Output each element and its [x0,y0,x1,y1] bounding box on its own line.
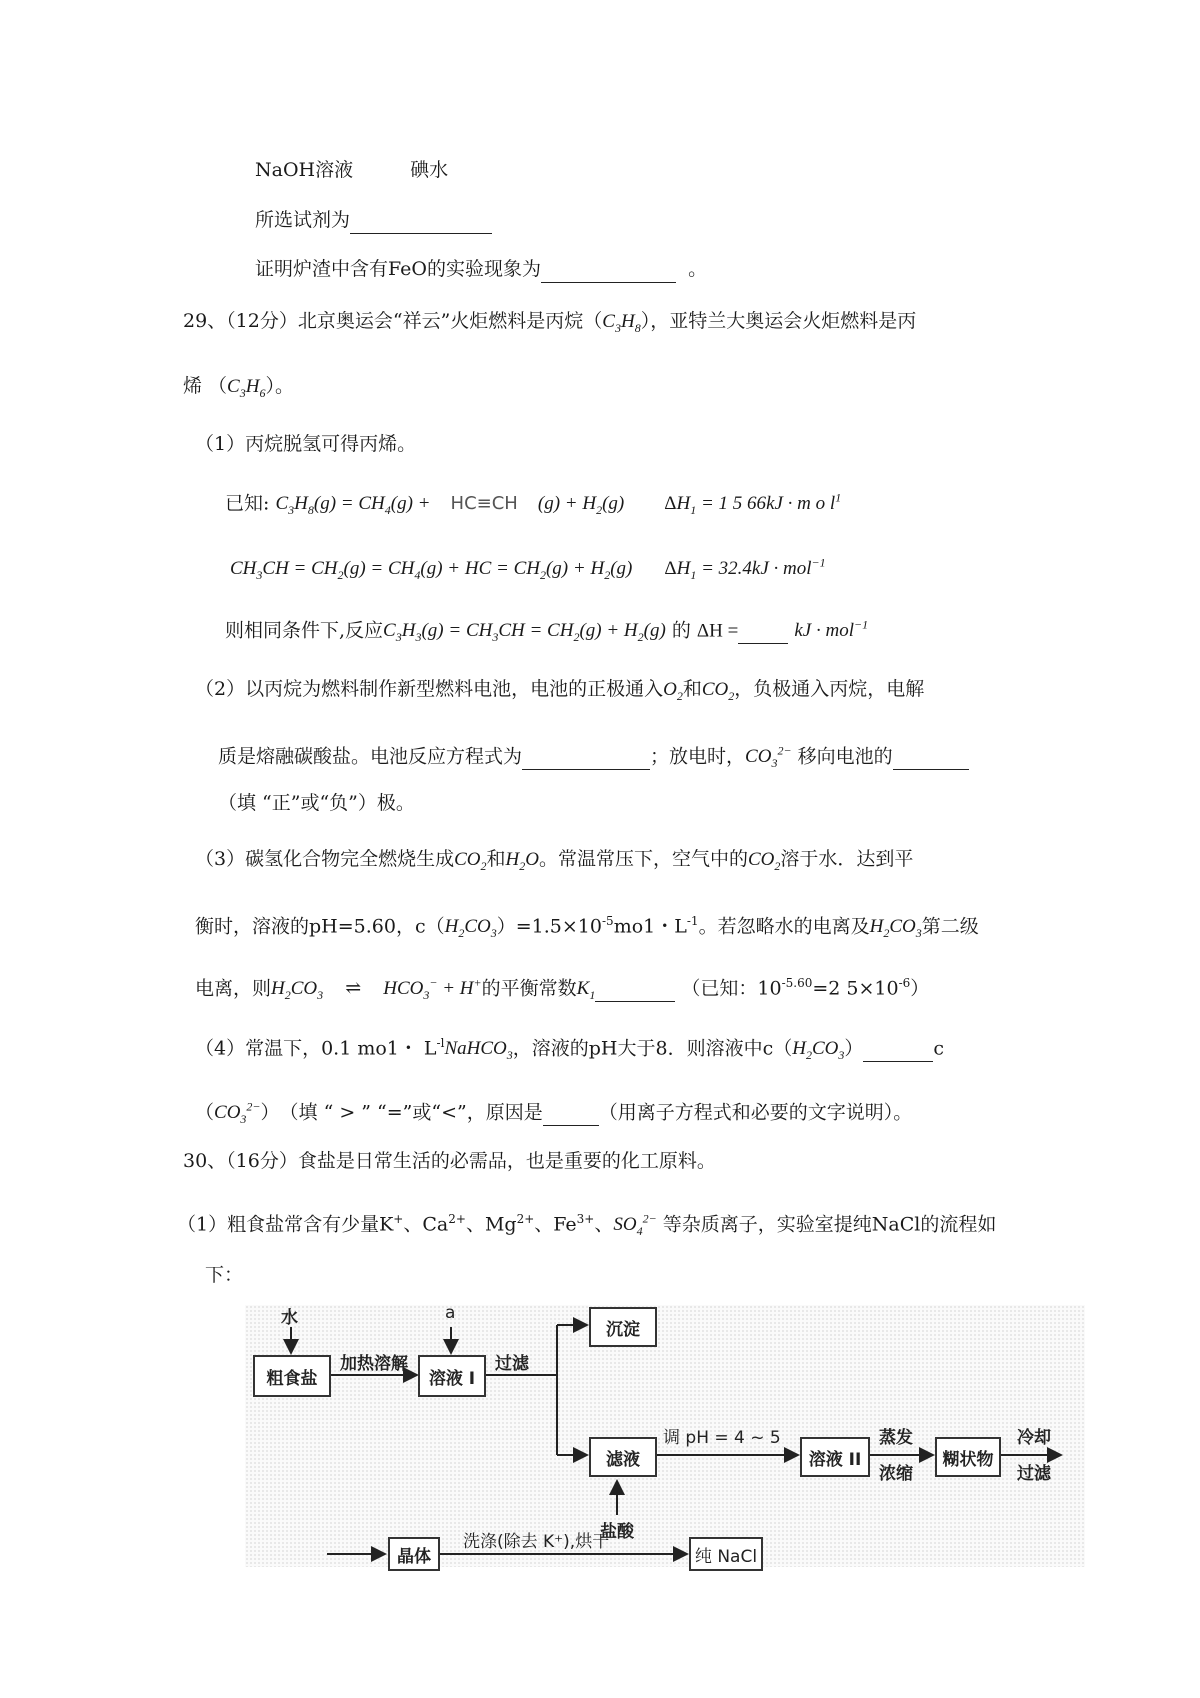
label-reagent-a: a [445,1303,456,1323]
q30-p1-b: 、Ca [403,1213,449,1236]
dh2-value: = 32.4 [701,558,752,580]
q29-intro-a: 北京奥运会“祥云”火炬燃料是丙烷（ [297,310,603,332]
q30-intro: 食盐是日常生活的必需品，也是重要的化工原料。 [297,1150,716,1172]
q29-part3-line1: （3）碳氢化合物完全燃烧生成$CO_2$和$H_2O$。常温常压下，空气中的$CO_2$溶于水．达到平 [195,848,914,873]
p3-i: 第二级 [921,915,979,938]
q30-part1-line2: 下： [205,1264,244,1286]
label-concentrate: 浓缩 [879,1464,913,1484]
q29-intro-line2 [183,373,294,406]
q29-known-eq1: 已知: $C_3H_8(g) = CH_4(g) + HC\equiv CH$ $(g) + H_2(g) \Delta H_1 = 1$ 5 66kJ · m o $l^1$ [225,491,842,518]
p2-e: ；放电时， [650,745,746,768]
p3-l: （已知：10 [681,977,782,1000]
p2-b: 和 [682,678,702,700]
q29-part1-title: （1）丙烷脱氢可得丙烯。 [195,433,417,455]
nacl-purification-flowchart [245,1305,1085,1567]
q29-part4-line1: （4）常温下，0.1 mo1・ $L^{-l}NaHCO_3$，溶液的pH大于8．则溶液中$c(H_2CO_3)$ c [195,1036,945,1063]
propene-formula: $C_3H_6$ [227,376,266,400]
box-crude-salt: 粗食盐 [253,1355,331,1397]
q29-intro-d: ）。 [265,375,294,397]
q30-p1-e: 、 [594,1213,614,1236]
label-evaporate: 蒸发 [879,1428,913,1448]
q29-part3-line3: 电离，则$H_2CO_3$ ⇌ $HCO_3^- + H^+$的平衡常数$K_1$ （已知：$10^{-5.60}=2$ $5\times 10^{-6}$） [195,976,930,1003]
q29-intro-c: 烯 （ [183,375,228,397]
box-solution-1: 溶液 I [418,1355,486,1397]
p4-g: （用离子方程式和必要的文字说明）。 [598,1101,913,1124]
q30-p1-d: 、Fe [534,1213,577,1236]
q30-p1-c: 、Mg [465,1213,517,1236]
box-paste: 糊状物 [935,1437,1001,1477]
label-hcl: 盐酸 [600,1522,634,1542]
box-pure-nacl: 纯 NaCl [689,1537,763,1571]
label-wash-dry: 洗涤(除去 K⁺),烘干 [463,1532,610,1552]
p4-b: ，溶液的pH大于8．则溶液中c（ [512,1037,793,1060]
q29-part4-line2: $(CO_3^{2-})$ （填 “ > ” “=”或“<”，原因是 （用离子方程式和必要的文字说明）。 [195,1100,913,1127]
p3-b: 和 [486,848,506,870]
p3-j: 电离，则 [195,977,272,1000]
box-crystal: 晶体 [388,1537,440,1571]
q29-part1-ask: 则相同条件下,反应$C_3H_3(g) = CH_3CH = CH_2(g) + H_2(g)$ 的 ΔH = kJ · mol$^{-1}$ [225,618,869,645]
q30-number: 30、（16分） [183,1150,298,1172]
p2-a: （2）以丙烷为燃料制作新型燃料电池，电池的正极通入 [195,678,664,700]
feo-proof-line [255,256,707,283]
reason-blank [543,1099,599,1126]
feo-proof-prompt: 证明炉渣中含有FeO的实验现象为 [255,258,541,280]
box-precipitate: 沉淀 [589,1307,657,1347]
dh1-value: = 1 5 66 [700,493,767,515]
known-label: 已知: [225,492,270,515]
chosen-reagent-prompt: 所选试剂为 [255,209,351,231]
feo-proof-end: 。 [688,258,708,280]
q29-part2-line2: 质是熔融碳酸盐。电池反应方程式为 ；放电时，$CO_3^{2-}$ 移向电池的 [218,738,969,776]
q30-part1-line1: （1）粗食盐常含有少量K+、$Ca^{2+}$、$Mg^{2+}$、$Fe^{3+}$、$SO_4^{2-}$ 等杂质离子，实验室提纯NaCl的流程如 [177,1212,997,1239]
electrode-blank [893,743,969,770]
box-solution-2: 溶液 II [800,1437,870,1477]
label-cool: 冷却 [1017,1428,1051,1448]
label-filter: 过滤 [495,1354,529,1374]
p3-f: ）=1.5×10 [496,915,602,938]
box-filtrate: 滤液 [589,1437,657,1477]
label-filter2: 过滤 [1017,1464,1051,1484]
p2-f: 移向电池的 [797,745,893,768]
feo-proof-blank [541,256,676,283]
chosen-reagent-blank [350,207,492,234]
compare-blank [863,1035,933,1062]
p3-n: ） [910,977,930,1000]
p4-d: c [933,1037,945,1060]
q29-number: 29、（12分） [183,310,298,332]
p3-g: mo1・L [613,915,687,938]
p4-f: ） （填 “ > ” “=”或“<”，原因是 [260,1101,543,1124]
p4-c: ） [844,1037,864,1060]
k1-blank [595,975,675,1002]
p3-e: 衡时，溶液的pH=5.60，c（ [195,915,445,938]
p3-m: =2 5×10 [812,977,899,1000]
q29-part2-line1: （2）以丙烷为燃料制作新型燃料电池，电池的正极通入$O_2$和$CO_2$，负极通入丙烷，电解 [195,678,925,703]
p2-c: ，负极通入丙烷，电解 [734,678,925,700]
battery-eq-blank [522,743,650,770]
q29-known-eq2: $CH_3CH = CH_2(g) = CH_4(g)$ + HC = $CH_2(g) + H_2(g) \Delta H_1 = 32.4kJ \cdot mol^{-1}$ [230,556,826,583]
label-adjust-ph: 调 pH = 4 ~ 5 [663,1428,781,1448]
reagent-options: NaOH溶液 碘水 [255,159,449,181]
label-heat-dissolve: 加热溶解 [340,1354,408,1374]
q29-part3-line2: 衡时，溶液的pH=5.60，$c(H_2CO_3)=1.5\times 10^{-5}mo1$・$L^{-1}$。若忽略水的电离及$H_2CO_3$第二级 [195,914,979,941]
chosen-reagent-line [255,207,492,234]
p3-d: 溶于水．达到平 [780,848,914,870]
q29-intro-b: ），亚特兰大奥运会火炬燃料是丙 [640,310,917,332]
p2-d: 质是熔融碳酸盐。电池反应方程式为 [218,745,523,768]
p3-a: （3）碳氢化合物完全燃烧生成 [195,848,455,870]
q29-intro-line [183,308,916,341]
ask-a: 则相同条件下,反应 [225,619,384,642]
p4-a: （4）常温下，0.1 mo1・ L [195,1037,437,1060]
label-water: 水 [281,1308,298,1328]
q29-part2-line3: （填 “正”或“负”）极。 [218,792,415,814]
p3-k: 的平衡常数 [481,977,577,1000]
q30-intro-line [183,1148,716,1174]
p4-e: （ [195,1101,215,1124]
propane-formula: $C_3H_8$ [602,311,641,335]
q30-p1-a: （1）粗食盐常含有少量K [177,1213,394,1236]
p3-h: 。若忽略水的电离及 [698,915,870,938]
q30-p1-f: 等杂质离子，实验室提纯NaCl的流程如 [662,1213,997,1236]
p3-c: 。常温常压下，空气中的 [538,848,748,870]
dh-blank [738,617,788,644]
ask-b: 的 [671,619,691,642]
